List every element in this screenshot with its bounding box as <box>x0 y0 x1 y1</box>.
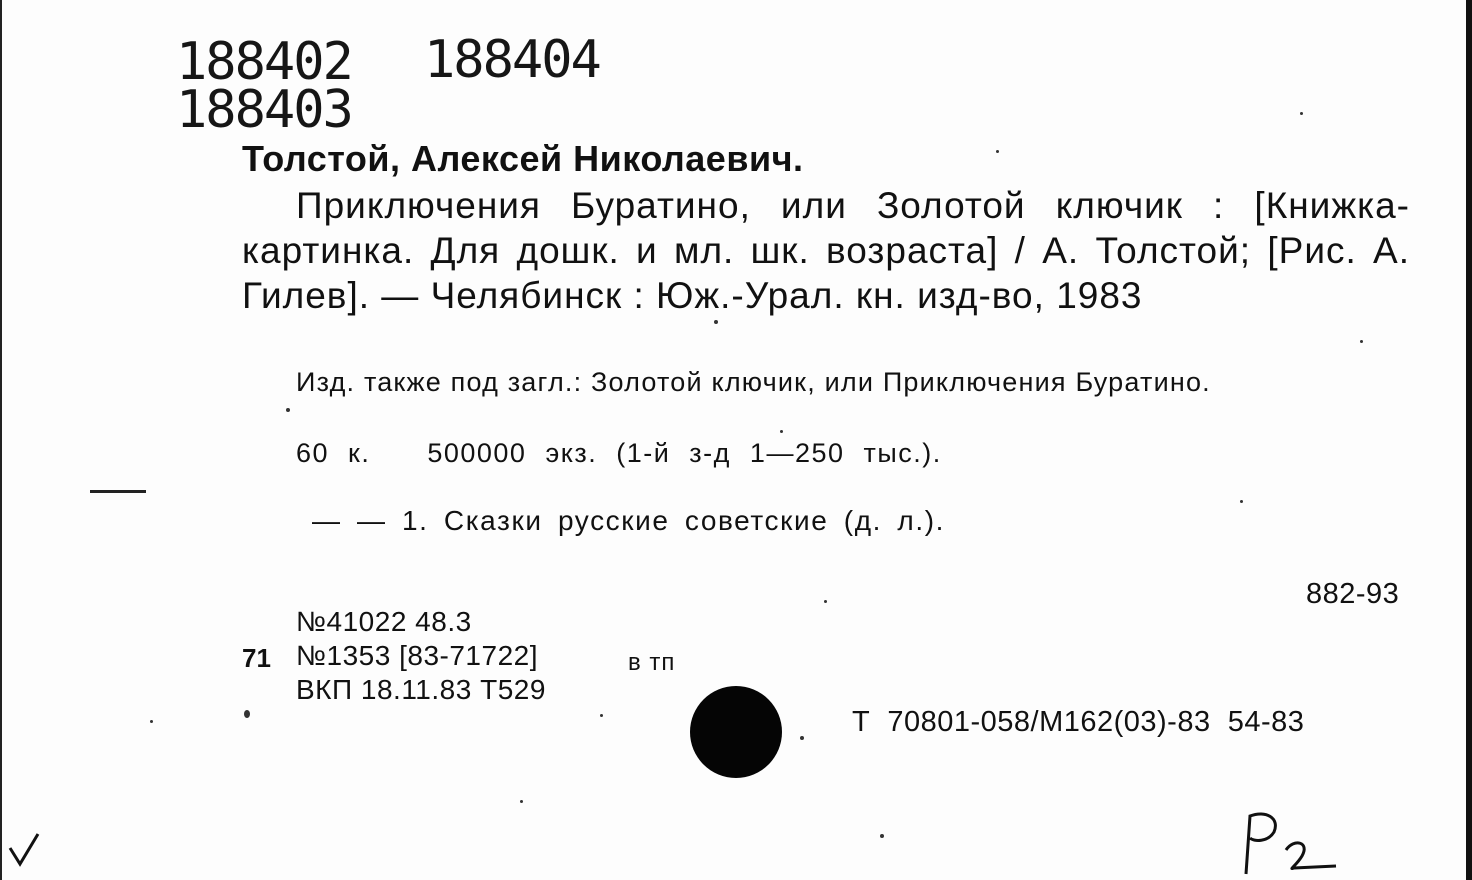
inventory-stamp-2: 188404 <box>424 30 600 90</box>
technical-line-2: №1353 [83-71722] <box>296 640 538 671</box>
technical-line-1: №41022 48.3 <box>296 606 472 637</box>
edition-note: Изд. также под загл.: Золотой ключик, или Приключения Буратино. <box>296 367 1211 397</box>
speck <box>1300 112 1303 115</box>
author-heading: Толстой, Алексей Николаевич. <box>242 138 804 179</box>
speck <box>150 720 153 723</box>
speck <box>244 710 250 718</box>
inventory-stamp-1: 188402 <box>176 32 352 92</box>
check-mark-icon <box>6 828 42 868</box>
speck <box>520 800 523 803</box>
speck <box>800 736 804 740</box>
speck <box>996 150 999 153</box>
subject-heading: — — 1. Сказки русские советские (д. л.). <box>312 505 946 536</box>
speck <box>880 834 884 838</box>
technical-marker: 71 <box>242 643 271 673</box>
punch-hole <box>690 686 782 778</box>
card-right-edge <box>1466 0 1472 880</box>
speck <box>824 600 827 603</box>
speck <box>1240 500 1243 503</box>
inventory-stamp-3: 188403 <box>176 80 352 140</box>
title-statement: Приключения Буратино, или Золотой ключик : [Книжка-картинка. Для дошк. и мл. шк. возраста] / А. Толстой; [Рис. А. Гилев]. — Челябинск : Юж.-Урал. кн. изд-во, 1983 <box>242 185 1410 316</box>
technical-line-2-suffix: в тп <box>628 649 676 676</box>
catalog-code: Т 70801-058/М162(03)-83 54-83 <box>852 706 1305 738</box>
speck <box>1360 340 1363 343</box>
margin-dash <box>90 490 146 493</box>
technical-line-3: ВКП 18.11.83 Т529 <box>296 674 546 705</box>
handwritten-mark <box>1236 808 1346 878</box>
speck <box>600 714 603 717</box>
speck <box>714 320 718 324</box>
price-and-print-run: 60 к. 500000 экз. (1-й з-д 1—250 тыс.). <box>296 438 942 468</box>
card-left-edge <box>0 0 2 880</box>
speck <box>780 430 783 433</box>
speck <box>286 408 290 412</box>
card-number: 882-93 <box>1306 578 1400 610</box>
